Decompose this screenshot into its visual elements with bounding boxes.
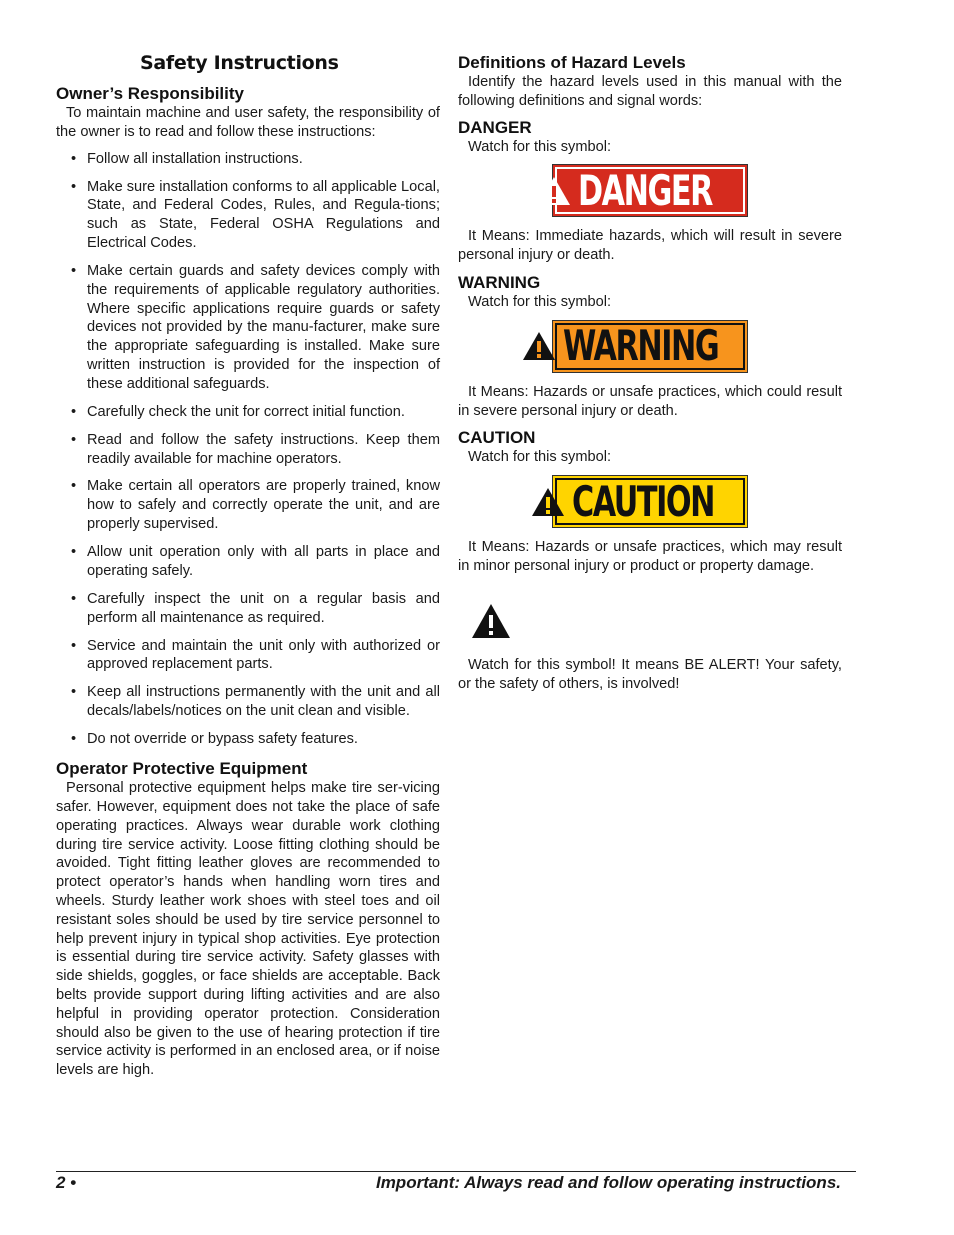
caution-sign-word: CAUTION <box>572 476 715 526</box>
right-column <box>458 50 842 693</box>
hazard-definitions-heading: Definitions of Hazard Levels <box>458 53 686 72</box>
list-item: • Make certain all operators are properly trained, know how to safely and correctly operate the unit, and are properly supervised. <box>56 477 440 533</box>
alert-triangle-icon <box>470 602 512 640</box>
hazard-definitions-intro: Identify the hazard levels used in this manual with the following definitions and signal words: <box>458 74 842 109</box>
list-item: • Make certain guards and safety devices comply with the requirements of applicable regulatory authorities. Where specific applications require guards or safety devices not provided by the manu-facturer, make sure the appropriate safeguarding is installed. Make sure written instruction is provided for the inspection of these additional safeguards. <box>56 262 440 394</box>
list-item: • Service and maintain the unit only with authorized or approved replacement parts. <box>56 637 440 675</box>
left-column <box>56 50 440 1080</box>
warning-triangle-icon <box>521 330 557 362</box>
warning-means-text: It Means: Hazards or unsafe practices, which could result in severe personal injury or death. <box>458 383 842 419</box>
caution-heading: CAUTION <box>458 428 536 448</box>
list-item: • Make sure installation conforms to all applicable Local, State, and Federal Codes, Rules, and Regula-tions; such as State, Federal OSHA Regulations and Electrical Codes. <box>56 178 440 253</box>
list-item: • Keep all instructions permanently with the unit and all decals/labels/notices on the unit clean and visible. <box>56 683 440 721</box>
footer-notice: Important: Always read and follow operating instructions. <box>375 1173 841 1192</box>
caution-sign <box>552 475 748 528</box>
caution-watch-text: Watch for this symbol: <box>468 449 612 466</box>
danger-means-text: It Means: Immediate hazards, which will result in severe personal injury or death. <box>458 228 842 264</box>
list-item: • Allow unit operation only with all parts in place and operating safely. <box>56 543 440 581</box>
alert-symbol-text: Watch for this symbol! It means BE ALERT! Your safety, or the safety of others, is involved! <box>458 656 842 692</box>
page-title: Safety Instructions <box>140 52 339 74</box>
owner-responsibility-heading: Owner’s Responsibility <box>56 84 244 103</box>
caution-means-text: It Means: Hazards or unsafe practices, which may result in minor personal injury or product or property damage. <box>458 539 842 574</box>
list-item: • Carefully check the unit for correct initial function. <box>56 403 440 422</box>
danger-sign <box>552 164 748 217</box>
warning-heading: WARNING <box>458 272 541 292</box>
list-item: • Do not override or bypass safety features. <box>56 730 440 749</box>
list-item: • Carefully inspect the unit on a regular basis and perform all maintenance as required. <box>56 590 440 628</box>
warning-watch-text: Watch for this symbol: <box>468 293 612 310</box>
warning-sign-word: WARNING <box>563 321 719 371</box>
operator-equipment-heading: Operator Protective Equipment <box>56 759 308 779</box>
owner-intro: To maintain machine and user safety, the responsibility of the owner is to read and follow these instructions: <box>56 105 440 140</box>
warning-triangle-icon <box>530 486 566 518</box>
footer-divider <box>56 1171 856 1172</box>
warning-triangle-icon <box>536 175 572 207</box>
operator-equipment-body: Personal protective equipment helps make tire ser-vicing safer. However, equipment does not take the place of safe operating practices. Always wear durable work clothing during tire service activity. Loose fitting clothing should be avoided. Tight fitting leather gloves are recommended to protect operator’s hands when handling worn tires and wheels. Sturdy leather work shoes with steel toes and oil resistant soles should be used by tire service personnel to help prevent injury in typical shop activities. Eye protection is essential during tire service activity. Safety glasses with side shields, goggles, or face shields are acceptable. Back belts provide support during lifting activities and are also helpful in providing operator protection. Consideration should also be given to the use of hearing protection if tire service activity is performed in an enclosed area, or if noise levels are high. <box>56 780 440 1079</box>
danger-heading: DANGER <box>458 117 532 137</box>
danger-sign-word: DANGER <box>577 165 712 215</box>
list-item: • Follow all installation instructions. <box>56 150 440 169</box>
owner-bullet-list <box>56 150 440 749</box>
warning-sign <box>552 320 748 373</box>
page-number: 2 • <box>56 1173 77 1192</box>
list-item: • Read and follow the safety instructions. Keep them readily available for machine operators. <box>56 431 440 469</box>
danger-watch-text: Watch for this symbol: <box>468 138 612 155</box>
